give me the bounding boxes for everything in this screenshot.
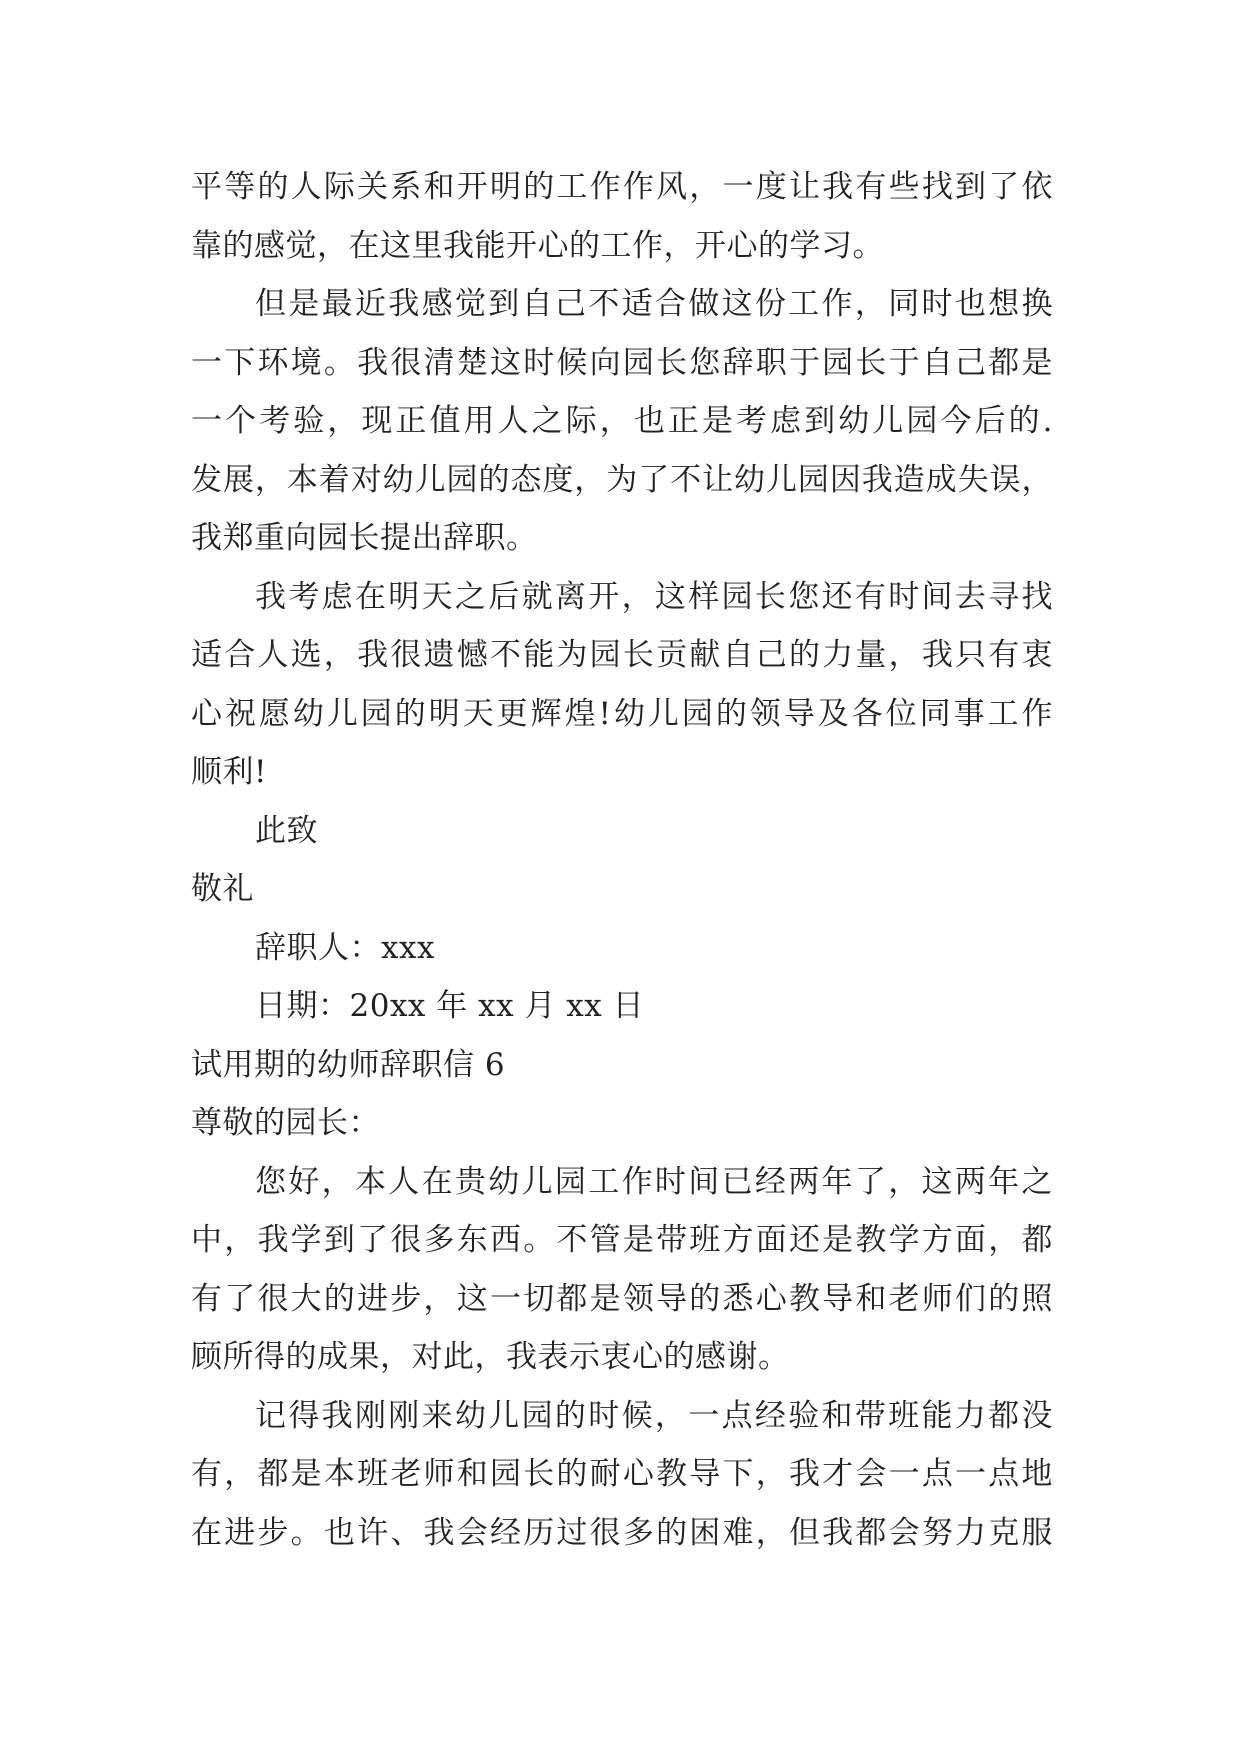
paragraph-start-line: 您好，本人在贵幼儿园工作时间已经两年了，这两年之 — [255, 1163, 1053, 1200]
paragraph-start-line: 但是最近我感觉到自己不适合做这份工作，同时也想换 — [255, 286, 1053, 322]
paragraph-start-line: 记得我刚刚来幼儿园的时候，一点经验和带班能力都没 — [255, 1397, 1053, 1434]
text-line: 顺利! — [191, 754, 267, 790]
text-line: 靠的感觉，在这里我能开心的工作，开心的学习。 — [191, 227, 884, 264]
closing-salutation: 此致 — [255, 812, 318, 849]
letter-body — [191, 158, 1053, 1562]
text-line: 发展，本着对幼儿园的态度，为了不让幼儿园因我造成失误， — [191, 461, 1053, 498]
text-line: 一个考验，现正值用人之际，也正是考虑到幼儿园今后的. — [191, 403, 1053, 439]
closing-respect: 敬礼 — [191, 871, 254, 907]
text-line: 适合人选，我很遗憾不能为园长贡献自己的力量，我只有衷 — [191, 637, 1053, 673]
text-line: 平等的人际关系和开明的工作作风，一度让我有些找到了依 — [191, 169, 1053, 205]
text-line: 心祝愿幼儿园的明天更辉煌!幼儿园的领导及各位同事工作 — [191, 695, 1053, 732]
text-line: 在进步。也许、我会经历过很多的困难，但我都会努力克服 — [191, 1514, 1053, 1551]
text-line: 我郑重向园长提出辞职。 — [191, 520, 538, 556]
text-line: 有了很大的进步，这一切都是领导的悉心教导和老师们的照 — [191, 1280, 1053, 1317]
text-line: 顾所得的成果，对此，我表示衷心的感谢。 — [191, 1339, 790, 1375]
text-line: 一下环境。我很清楚这时候向园长您辞职于园长于自己都是 — [191, 344, 1053, 381]
section-title: 试用期的幼师辞职信 6 — [191, 1046, 506, 1083]
text-line: 有，都是本班老师和园长的耐心教导下，我才会一点一点地 — [191, 1456, 1053, 1492]
paragraph-start-line: 我考虑在明天之后就离开，这样园长您还有时间去寻找 — [255, 578, 1053, 615]
text-line: 中，我学到了很多东西。不管是带班方面还是教学方面，都 — [191, 1222, 1053, 1258]
signature-line: 辞职人：xxx — [255, 929, 435, 966]
date-line: 日期：20xx 年 xx 月 xx 日 — [255, 988, 645, 1024]
greeting: 尊敬的园长： — [191, 1105, 380, 1141]
